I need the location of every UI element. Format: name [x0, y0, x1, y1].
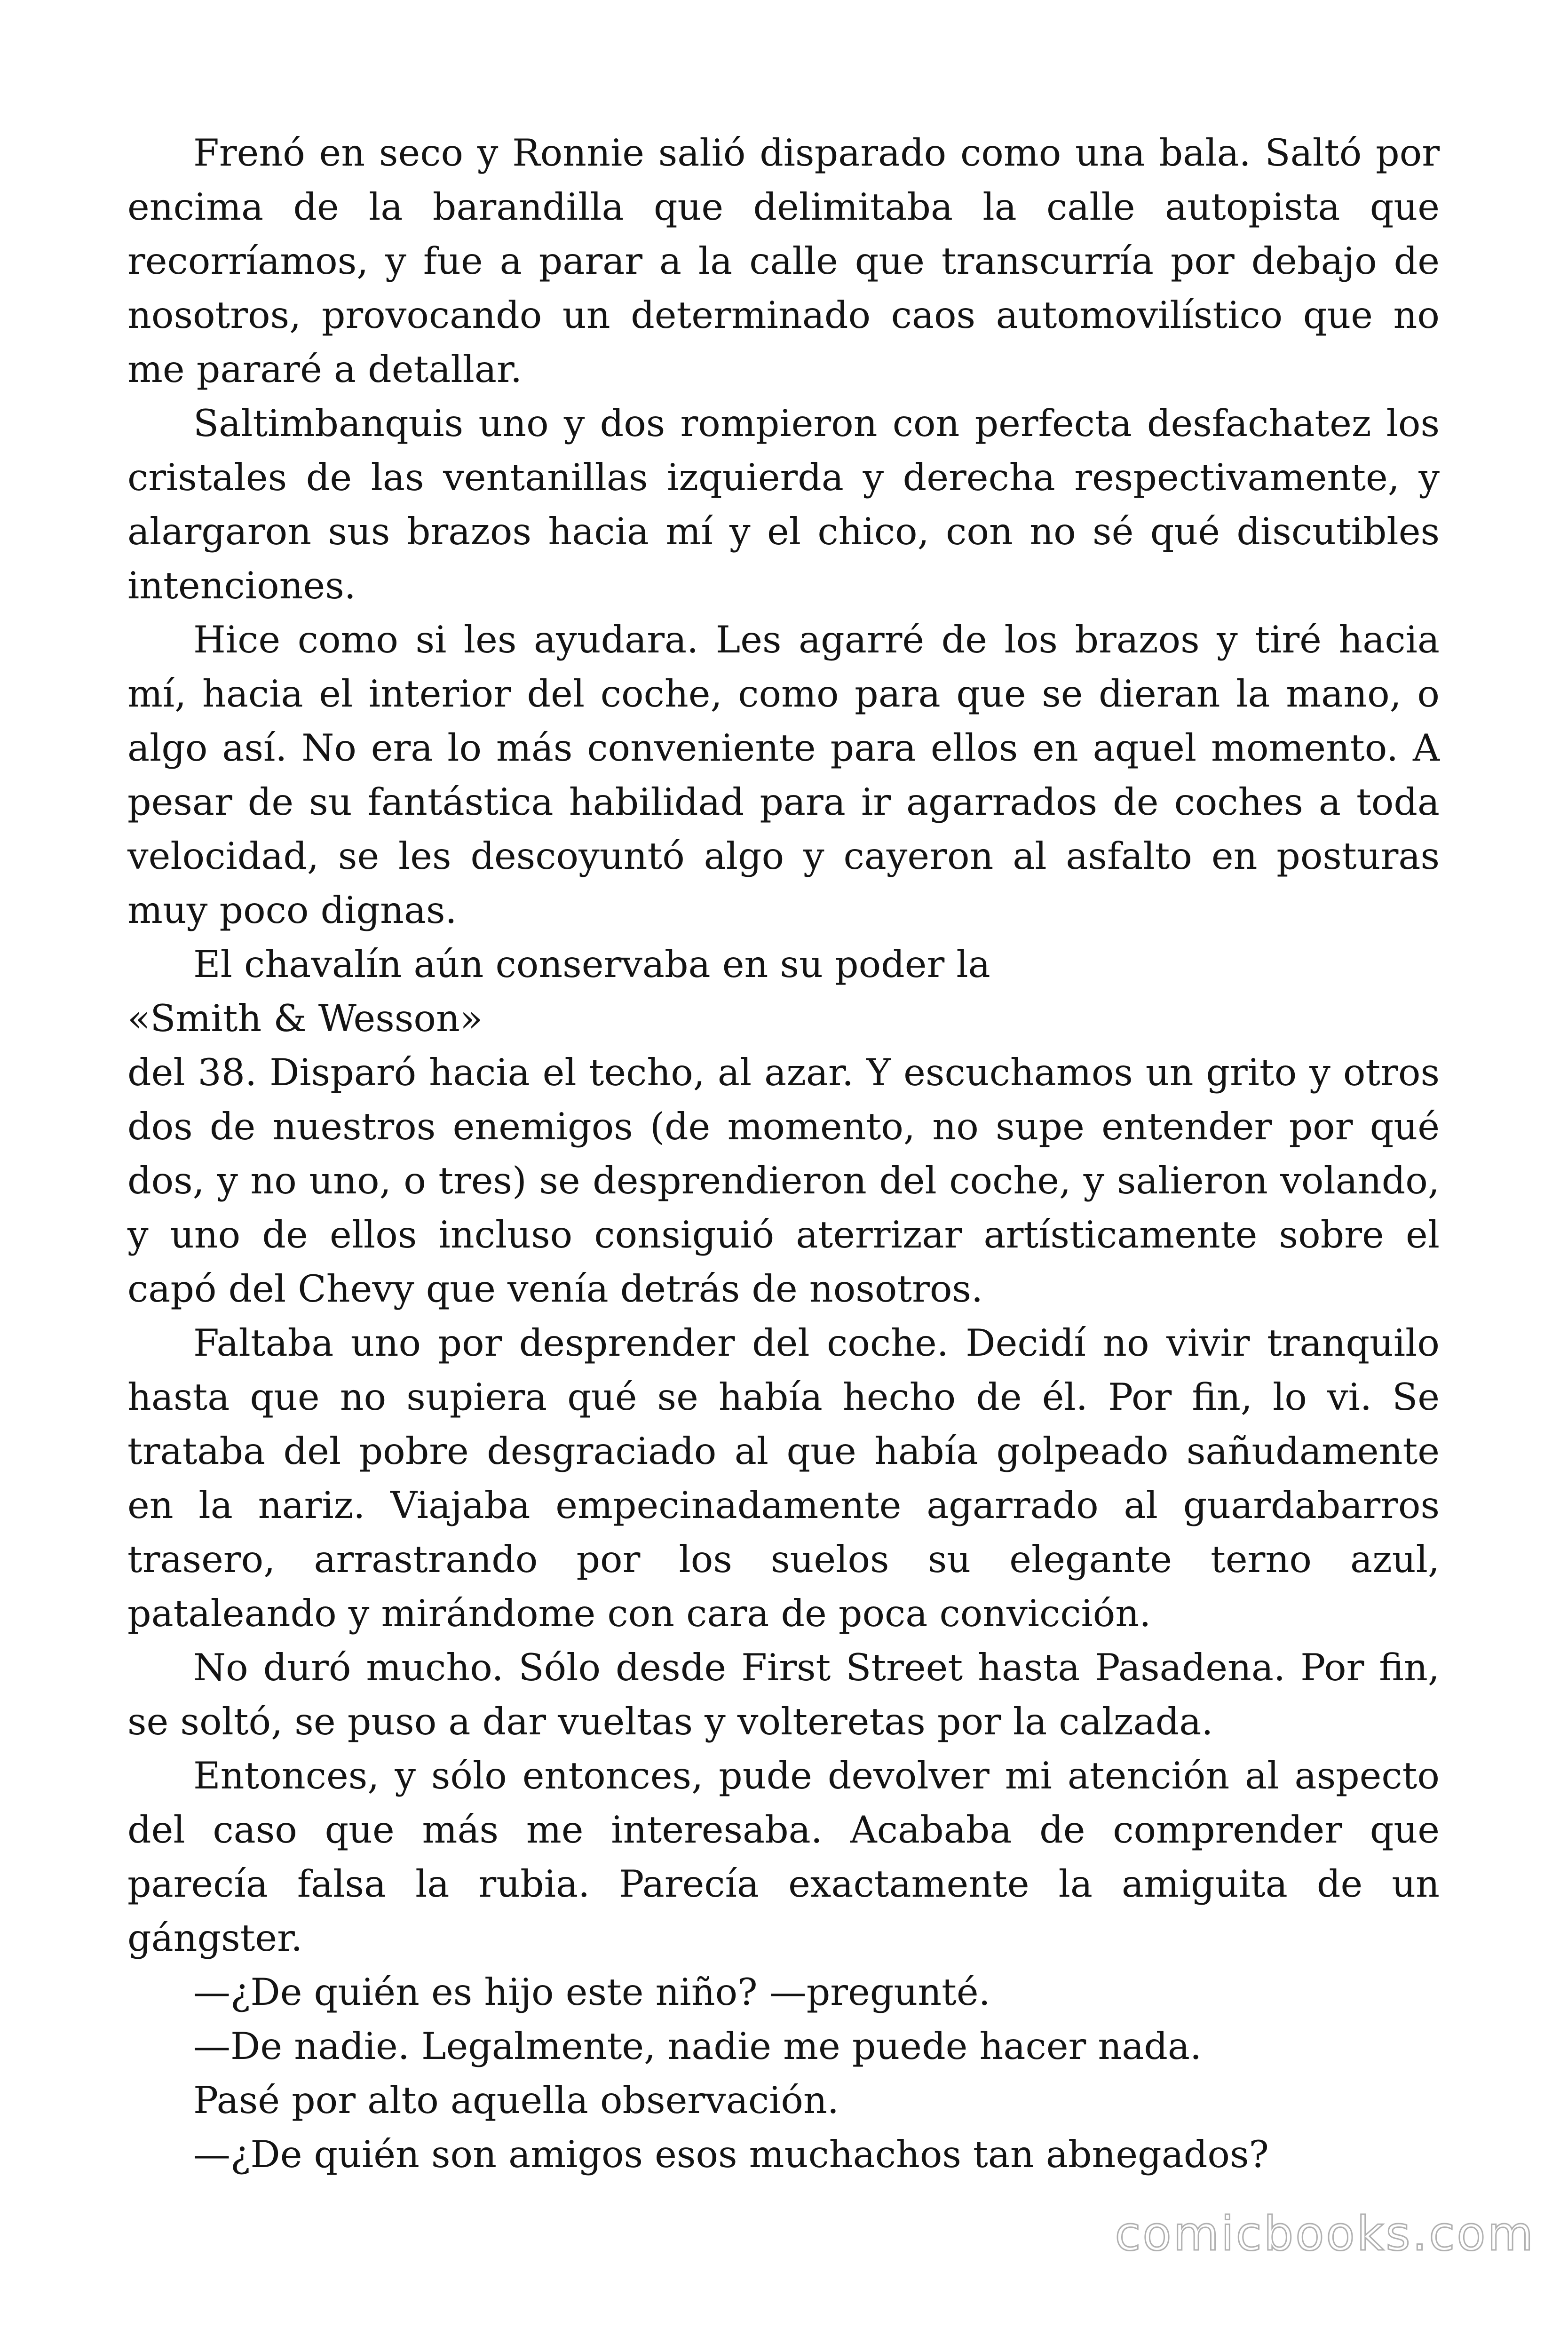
paragraph-4: El chavalín aún conservaba en su poder la: [193, 943, 990, 986]
paragraph-10: —¿De quién es hijo este niño? —pregunté.: [193, 1971, 990, 2014]
paragraph-1: Frenó en seco y Ronnie salió disparado como una bala. Saltó por encima de la barandilla que delimitaba la calle autopista que recorríamos, y fue a parar a la calle que transcurría por debajo de nosotros, provocando un determinado caos automovilístico que no me pararé a detallar.: [127, 131, 1440, 391]
paragraph-9: Entonces, y sólo entonces, pude devolver mi atención al aspecto del caso que más me interesaba. Acababa de comprender que parecía falsa la rubia. Parecía exactamente la amiguita de un gángster.: [127, 1754, 1440, 1960]
paragraph-8: No duró mucho. Sólo desde First Street hasta Pasadena. Por fin, se soltó, se puso a dar vueltas y volteretas por la calzada.: [127, 1646, 1440, 1743]
watermark: comicbooks.com: [1115, 2206, 1535, 2261]
paragraph-13: —¿De quién son amigos esos muchachos tan abnegados?: [193, 2133, 1269, 2176]
paragraph-5: «Smith & Wesson»: [127, 997, 483, 1040]
book-page-text: [127, 126, 1440, 2182]
paragraph-2: Saltimbanquis uno y dos rompieron con perfecta desfachatez los cristales de las ventanillas izquierda y derecha respectivamente, y alargaron sus brazos hacia mí y el chico, con no sé qué discutibles intenciones.: [127, 402, 1440, 607]
paragraph-11: —De nadie. Legalmente, nadie me puede hacer nada.: [193, 2025, 1202, 2068]
paragraph-12: Pasé por alto aquella observación.: [193, 2079, 839, 2122]
paragraph-3: Hice como si les ayudara. Les agarré de los brazos y tiré hacia mí, hacia el interior del coche, como para que se dieran la mano, o algo así. No era lo más conveniente para ellos en aquel momento. A pesar de su fantástica habilidad para ir agarrados de coches a toda velocidad, se les descoyuntó algo y cayeron al asfalto en posturas muy poco dignas.: [127, 618, 1440, 932]
paragraph-6: del 38. Disparó hacia el techo, al azar. Y escuchamos un grito y otros dos de nuestros enemigos (de momento, no supe entender por qué dos, y no uno, o tres) se desprendieron del coche, y salieron volando, y uno de ellos incluso consiguió aterrizar artísticamente sobre el capó del Chevy que venía detrás de nosotros.: [127, 1051, 1440, 1311]
paragraph-7: Faltaba uno por desprender del coche. Decidí no vivir tranquilo hasta que no supiera qué se había hecho de él. Por fin, lo vi. Se trataba del pobre desgraciado al que había golpeado sañudamente en la nariz. Viajaba empecinadamente agarrado al guardabarros trasero, arrastrando por los suelos su elegante terno azul, pataleando y mirándome con cara de poca convicción.: [127, 1321, 1440, 1635]
